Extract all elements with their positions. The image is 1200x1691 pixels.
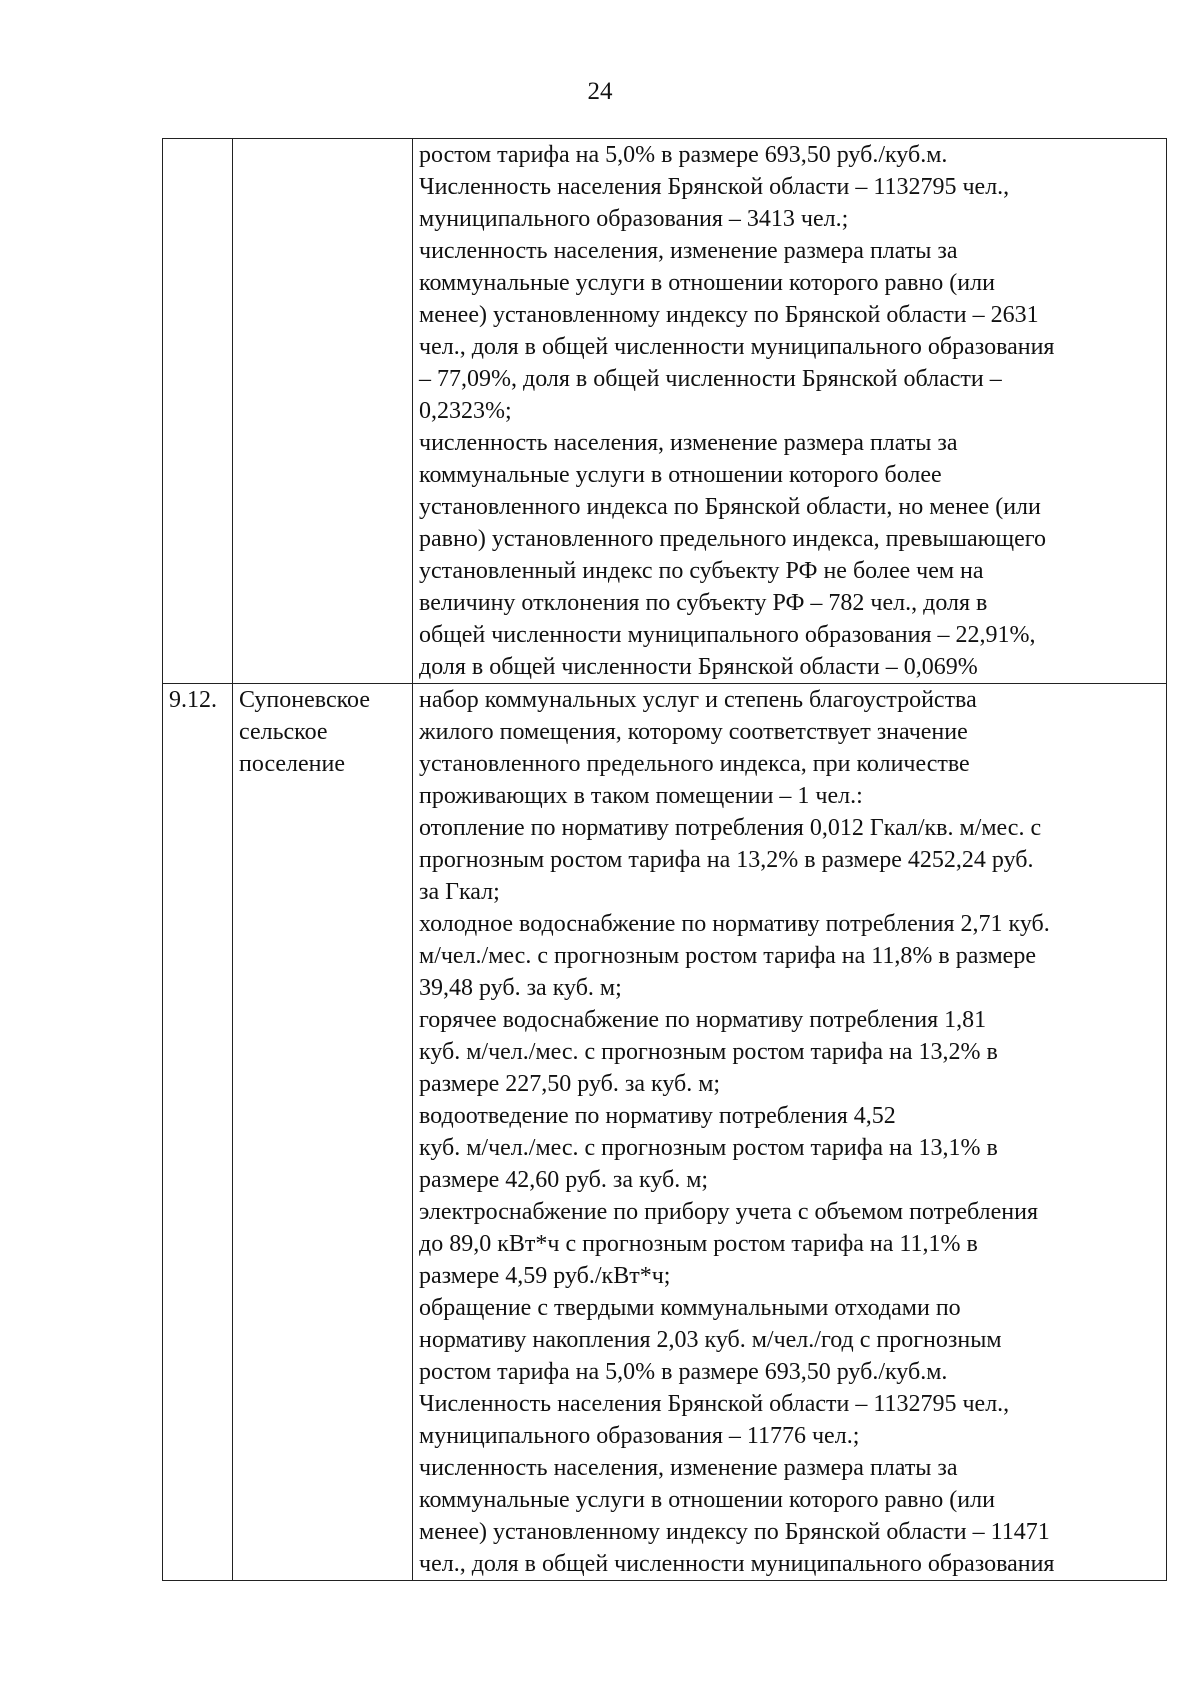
description-line: муниципального образования – 11776 чел.; bbox=[419, 1423, 860, 1449]
description-cell bbox=[413, 684, 1167, 1581]
municipality-name-line: поселение bbox=[239, 751, 346, 777]
description-line: коммунальные услуги в отношении которого более bbox=[419, 462, 942, 488]
description-line: численность населения, изменение размера платы за bbox=[419, 430, 958, 456]
description-line: набор коммунальных услуг и степень благоустройства bbox=[419, 687, 977, 713]
description-line: установленного предельного индекса, при количестве bbox=[419, 751, 970, 777]
description-line: жилого помещения, которому соответствует значение bbox=[419, 719, 968, 745]
description-line: коммунальные услуги в отношении которого равно (или bbox=[419, 270, 995, 296]
page-number: 24 bbox=[587, 78, 613, 105]
row-number-cell bbox=[163, 684, 233, 1581]
municipality-cell bbox=[233, 139, 413, 684]
description-line: численность населения, изменение размера платы за bbox=[419, 238, 958, 264]
description-line: менее) установленному индексу по Брянской области – 11471 bbox=[419, 1519, 1050, 1545]
description-line: доля в общей численности Брянской области – 0,069% bbox=[419, 654, 978, 680]
description-line: прогнозным ростом тарифа на 13,2% в размере 4252,24 руб. bbox=[419, 847, 1034, 873]
description-line: численность населения, изменение размера платы за bbox=[419, 1455, 958, 1481]
description-line: Численность населения Брянской области – 1132795 чел., bbox=[419, 174, 1010, 200]
table-row bbox=[163, 684, 1167, 1581]
description-line: проживающих в таком помещении – 1 чел.: bbox=[419, 783, 863, 809]
municipality-name-line: Супоневское bbox=[239, 687, 370, 713]
description-line: отопление по нормативу потребления 0,012 Гкал/кв. м/мес. с bbox=[419, 815, 1042, 841]
description-line: холодное водоснабжение по нормативу потребления 2,71 куб. bbox=[419, 911, 1050, 937]
description-line: размере 42,60 руб. за куб. м; bbox=[419, 1167, 709, 1193]
description-line: равно) установленного предельного индекса, превышающего bbox=[419, 526, 1046, 552]
description-line: общей численности муниципального образования – 22,91%, bbox=[419, 622, 1036, 648]
description-line: муниципального образования – 3413 чел.; bbox=[419, 206, 849, 232]
row-number: 9.12. bbox=[169, 687, 217, 713]
description-line: установленный индекс по субъекту РФ не более чем на bbox=[419, 558, 984, 584]
description-line: ростом тарифа на 5,0% в размере 693,50 руб./куб.м. bbox=[419, 142, 948, 168]
description-line: размере 227,50 руб. за куб. м; bbox=[419, 1071, 721, 1097]
description-line: электроснабжение по прибору учета с объемом потребления bbox=[419, 1199, 1038, 1225]
description-line: обращение с твердыми коммунальными отходами по bbox=[419, 1295, 961, 1321]
description-line: до 89,0 кВт*ч с прогнозным ростом тарифа на 11,1% в bbox=[419, 1231, 978, 1257]
document-table bbox=[162, 138, 1167, 1581]
description-line: чел., доля в общей численности муниципального образования bbox=[419, 334, 1055, 360]
description-line: чел., доля в общей численности муниципального образования bbox=[419, 1551, 1055, 1577]
description-cell bbox=[413, 139, 1167, 684]
description-line: м/чел./мес. с прогнозным ростом тарифа на 11,8% в размере bbox=[419, 943, 1036, 969]
description-line: 39,48 руб. за куб. м; bbox=[419, 975, 622, 1001]
description-line: водоотведение по нормативу потребления 4,52 bbox=[419, 1103, 896, 1129]
description-line: ростом тарифа на 5,0% в размере 693,50 руб./куб.м. bbox=[419, 1359, 948, 1385]
description-line: за Гкал; bbox=[419, 879, 500, 905]
municipality-cell bbox=[233, 684, 413, 1581]
description-line: менее) установленному индексу по Брянской области – 2631 bbox=[419, 302, 1039, 328]
description-line: коммунальные услуги в отношении которого равно (или bbox=[419, 1487, 995, 1513]
description-line: размере 4,59 руб./кВт*ч; bbox=[419, 1263, 671, 1289]
row-number-cell bbox=[163, 139, 233, 684]
description-line: нормативу накопления 2,03 куб. м/чел./год с прогнозным bbox=[419, 1327, 1002, 1353]
municipality-name-line: сельское bbox=[239, 719, 328, 745]
description-line: горячее водоснабжение по нормативу потребления 1,81 bbox=[419, 1007, 987, 1033]
description-line: установленного индекса по Брянской области, но менее (или bbox=[419, 494, 1041, 520]
description-line: куб. м/чел./мес. с прогнозным ростом тарифа на 13,2% в bbox=[419, 1039, 998, 1065]
description-line: – 77,09%, доля в общей численности Брянской области – bbox=[419, 366, 1002, 392]
description-line: 0,2323%; bbox=[419, 398, 512, 424]
description-line: величину отклонения по субъекту РФ – 782 чел., доля в bbox=[419, 590, 988, 616]
table-row bbox=[163, 139, 1167, 684]
description-line: куб. м/чел./мес. с прогнозным ростом тарифа на 13,1% в bbox=[419, 1135, 998, 1161]
description-line: Численность населения Брянской области – 1132795 чел., bbox=[419, 1391, 1010, 1417]
